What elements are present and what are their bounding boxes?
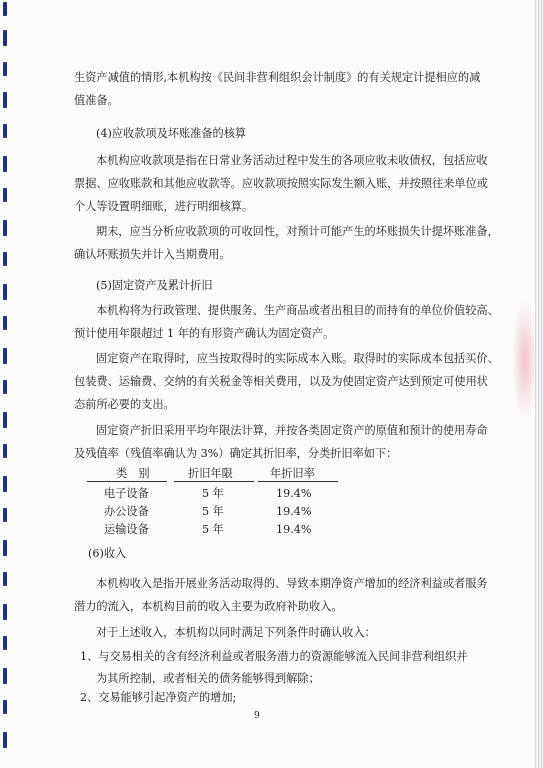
binding-mark [3, 156, 7, 172]
table-cell: 5 年 [202, 487, 224, 500]
section-heading: (5)固定资产及累计折旧 [96, 279, 213, 292]
table-rule [258, 481, 338, 482]
paragraph-line: 确认坏账损失并计入当期费用。 [74, 248, 231, 261]
paragraph-line: 本机构收入是指开展业务活动取得的、导致本期净资产增加的经济利益或者服务 [96, 577, 488, 590]
list-item: 为其所控制，或者相关的债务能够得到解除； [96, 672, 320, 685]
paragraph-line: 固定资产在取得时，应当按取得时的实际成本入账。取得时的实际成本包括买价、 [96, 352, 499, 365]
paragraph-line: 本机构将为行政管理、提供服务、生产商品或者出租目的而持有的单位价值较高、 [96, 304, 499, 317]
table-cell: 5 年 [202, 523, 224, 536]
table-cell: 电子设备 [104, 487, 149, 500]
paragraph-line: 预计使用年限超过 1 年的有形资产确认为固定资产。 [74, 327, 335, 340]
binding-mark [3, 604, 7, 620]
binding-mark [3, 572, 7, 586]
table-header: 折旧年限 [188, 467, 233, 480]
binding-mark [3, 412, 7, 428]
binding-mark [3, 124, 7, 138]
binding-edge [0, 0, 12, 768]
binding-mark [3, 540, 7, 556]
binding-mark [3, 284, 7, 300]
binding-mark [3, 444, 7, 458]
section-heading: (6)收入 [88, 547, 127, 560]
binding-mark [3, 30, 7, 46]
page-number: 9 [254, 711, 260, 721]
table-header: 年折旧率 [270, 467, 315, 480]
paragraph-line: 对于上述收入，本机构以同时满足下列条件时确认收入： [96, 626, 376, 639]
table-cell: 19.4% [276, 487, 312, 500]
paragraph-line: 值准备。 [74, 94, 119, 107]
paragraph-line: 及残值率（残值率确认为 3%）确定其折旧率，分类折旧率如下： [74, 447, 398, 460]
binding-mark [3, 668, 7, 684]
binding-mark [3, 348, 7, 364]
paragraph-line: 生资产减值的情形,本机构按《民间非营利组织会计制度》的有关规定计提相应的减 [74, 71, 481, 84]
binding-mark [3, 316, 7, 330]
paragraph-line: 态前所必要的支出。 [74, 398, 175, 411]
binding-mark [3, 2, 7, 16]
section-heading: (4)应收款项及坏账准备的核算 [96, 127, 247, 140]
table-rule [87, 481, 167, 482]
table-cell: 19.4% [276, 505, 312, 518]
paragraph-line: 个人等设置明细账，进行明细核算。 [74, 200, 254, 213]
binding-mark [3, 636, 7, 650]
table-header: 类 别 [116, 467, 150, 480]
paragraph-line: 本机构应收款项是指在日常业务活动过程中发生的各项应收未收债权，包括应收 [96, 154, 488, 167]
binding-mark [3, 508, 7, 522]
paragraph-line: 包装费、运输费、交纳的有关税金等相关费用，以及为使固定资产达到预定可使用状 [74, 375, 488, 388]
binding-mark [3, 252, 7, 266]
paragraph-line: 票据、应收账款和其他应收款等。应收款项按照实际发生额入账，并按照往来单位或 [74, 177, 488, 190]
binding-mark [3, 476, 7, 492]
list-item: 2、交易能够引起净资产的增加; [80, 691, 237, 704]
paragraph-line: 潜力的流入，本机构目前的收入主要为政府补助收入。 [74, 600, 343, 613]
binding-mark [3, 188, 7, 202]
table-cell: 办公设备 [104, 505, 149, 518]
table-cell: 运输设备 [104, 523, 149, 536]
binding-mark [3, 732, 7, 748]
table-rule [174, 481, 254, 482]
table-cell: 5 年 [202, 505, 224, 518]
binding-mark [3, 220, 7, 236]
page-stack-edge [535, 0, 543, 768]
binding-mark [3, 92, 7, 108]
paragraph-line: 期末，应当分析应收款项的可收回性，对预计可能产生的坏账损失计提坏账准备， [96, 225, 499, 238]
list-item: 1、与交易相关的含有经济利益或者服务潜力的资源能够流入民间非营利组织并 [80, 650, 468, 663]
binding-mark [3, 380, 7, 394]
paragraph-line: 固定资产折旧采用平均年限法计算，并按各类固定资产的原值和预计的使用寿命 [96, 424, 488, 437]
binding-mark [3, 62, 7, 76]
binding-mark [3, 700, 7, 714]
table-cell: 19.4% [276, 523, 312, 536]
